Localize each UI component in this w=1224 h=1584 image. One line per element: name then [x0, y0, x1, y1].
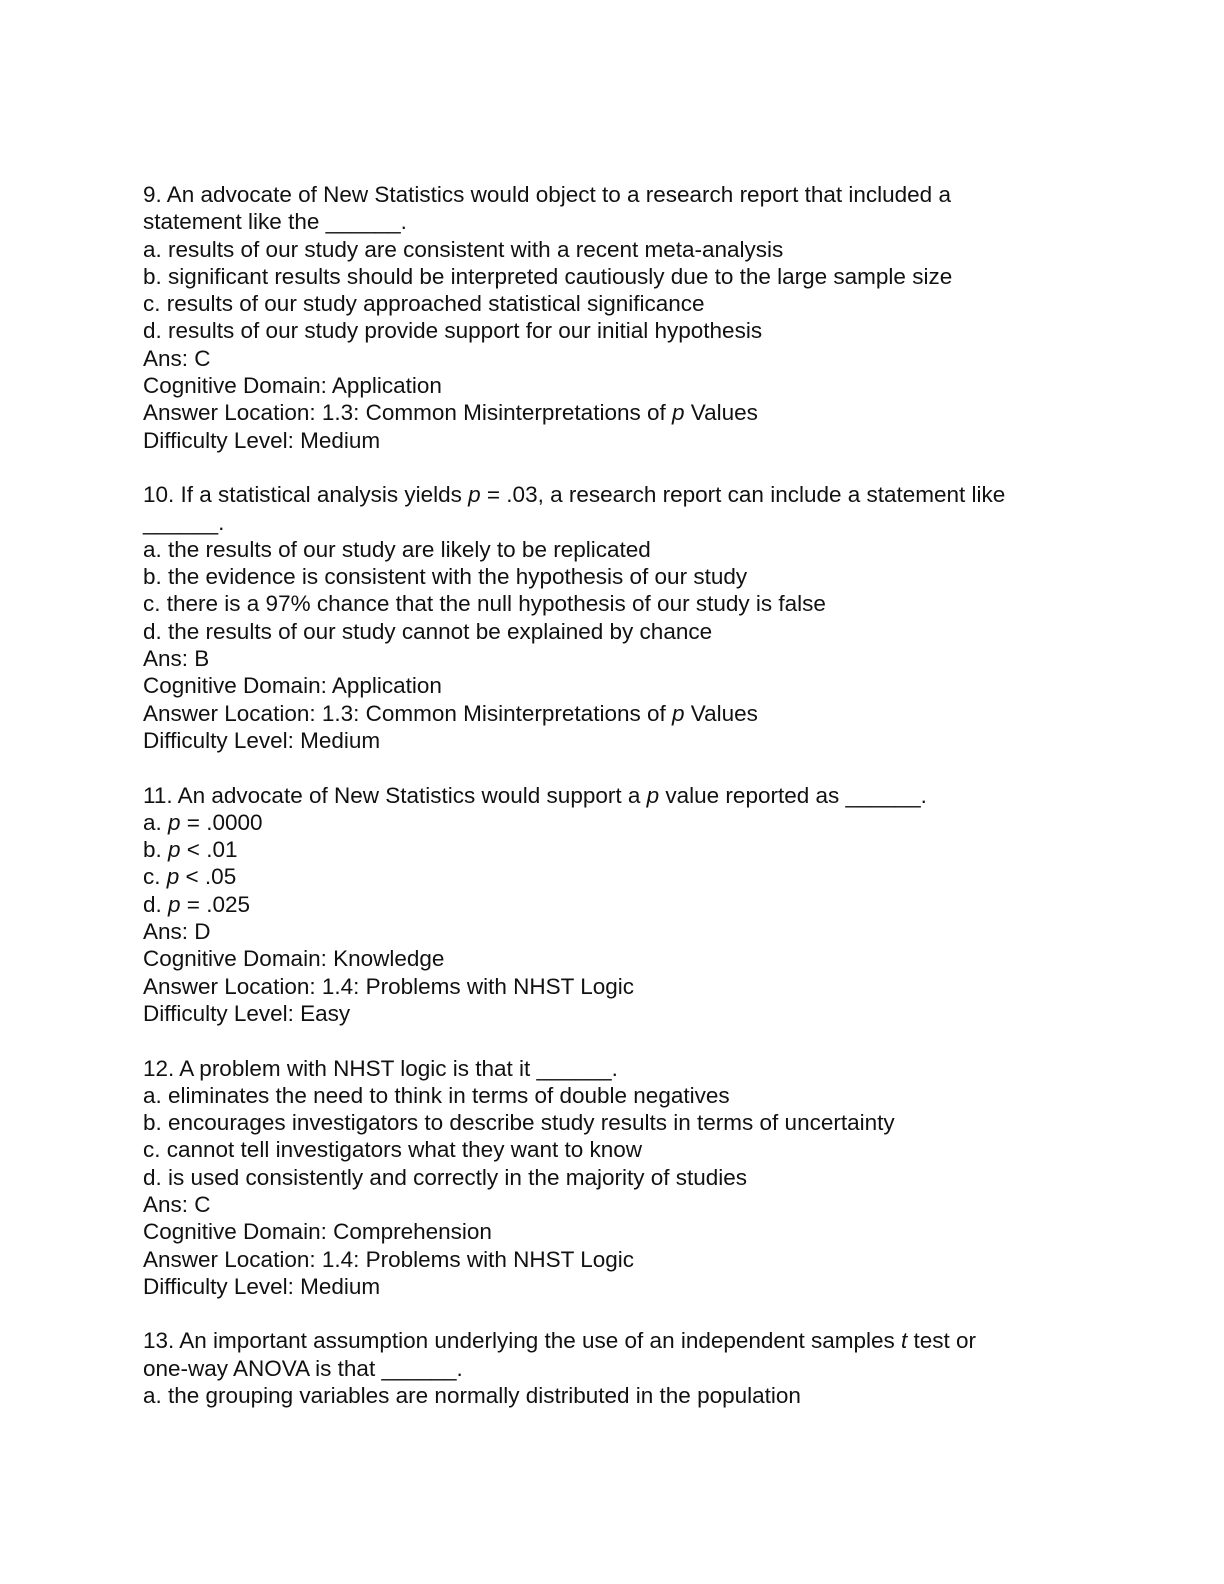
option-value: = .025: [180, 891, 250, 917]
p-symbol: p: [672, 700, 685, 726]
question-stem: [143, 481, 1073, 508]
difficulty-level: Difficulty Level: Medium: [143, 427, 381, 453]
question-stem: 12. A problem with NHST logic is that it ______.: [143, 1055, 618, 1081]
question-10: [143, 481, 1073, 754]
option-value: < .01: [180, 837, 238, 863]
spacer: [143, 454, 1073, 481]
question-stem-text: 13. An important assumption underlying the use of an independent samples: [143, 1328, 901, 1354]
p-symbol: p: [646, 782, 660, 808]
option-value: = .0000: [180, 809, 263, 835]
cognitive-domain: Cognitive Domain: Comprehension: [143, 1219, 492, 1245]
difficulty-level: Difficulty Level: Easy: [143, 1000, 351, 1026]
p-symbol: p: [672, 400, 685, 426]
question-stem: [143, 782, 1073, 809]
answer-location: [143, 399, 1073, 426]
option-value: < .05: [179, 864, 237, 890]
question-stem-text: 11. An advocate of New Statistics would support a: [143, 782, 647, 808]
question-stem: one-way ANOVA is that ______.: [143, 1355, 463, 1381]
p-symbol: p: [168, 809, 181, 835]
document-page: [143, 181, 1073, 1409]
answer-location: [143, 700, 1073, 727]
question-stem: ______.: [143, 509, 225, 535]
answer-location-text: Values: [684, 400, 758, 426]
p-symbol: p: [468, 482, 481, 508]
question-12: [143, 1055, 1073, 1301]
answer-location: Answer Location: 1.4: Problems with NHST Logic: [143, 973, 635, 999]
question-stem: [143, 1327, 1073, 1354]
answer-option: a. the grouping variables are normally distributed in the population: [143, 1383, 801, 1409]
cognitive-domain: Cognitive Domain: Application: [143, 373, 442, 399]
p-symbol: p: [168, 837, 181, 863]
answer-key: Ans: D: [143, 919, 211, 945]
answer-option: d. results of our study provide support for our initial hypothesis: [143, 318, 763, 344]
cognitive-domain: Cognitive Domain: Knowledge: [143, 946, 445, 972]
spacer: [143, 1300, 1073, 1327]
p-symbol: p: [166, 864, 180, 890]
option-prefix: b.: [143, 837, 169, 863]
question-stem: 9. An advocate of New Statistics would object to a research report that included a: [143, 182, 951, 207]
question-stem-text: 10. If a statistical analysis yields: [143, 482, 469, 508]
answer-option: b. encourages investigators to describe study results in terms of uncertainty: [143, 1110, 895, 1136]
spacer: [143, 1027, 1073, 1054]
answer-location-text: Values: [684, 700, 758, 726]
p-symbol: p: [168, 891, 181, 917]
answer-location: Answer Location: 1.4: Problems with NHST Logic: [143, 1246, 635, 1272]
answer-option: d. is used consistently and correctly in the majority of studies: [143, 1164, 748, 1190]
answer-option: [143, 836, 1073, 863]
option-prefix: c.: [143, 864, 167, 890]
answer-option: c. results of our study approached statistical significance: [143, 291, 705, 317]
t-symbol: t: [901, 1328, 908, 1354]
answer-option: [143, 809, 1073, 836]
answer-option: [143, 891, 1073, 918]
question-11: [143, 782, 1073, 1028]
question-stem-text: test or: [907, 1328, 977, 1354]
answer-option: [143, 863, 1073, 890]
question-stem-text: value reported as ______.: [659, 782, 927, 808]
answer-key: Ans: B: [143, 646, 210, 672]
difficulty-level: Difficulty Level: Medium: [143, 1273, 381, 1299]
question-stem: statement like the ______.: [143, 209, 407, 235]
answer-option: a. results of our study are consistent with a recent meta-analysis: [143, 236, 784, 262]
answer-option: a. the results of our study are likely to be replicated: [143, 536, 651, 562]
question-9: [143, 181, 1073, 454]
difficulty-level: Difficulty Level: Medium: [143, 727, 381, 753]
answer-option: b. the evidence is consistent with the hypothesis of our study: [143, 564, 748, 590]
answer-option: c. cannot tell investigators what they want to know: [143, 1137, 643, 1163]
answer-option: a. eliminates the need to think in terms of double negatives: [143, 1082, 730, 1108]
question-stem-text: = .03, a research report can include a statement like: [480, 482, 1006, 508]
answer-key: Ans: C: [143, 1191, 211, 1217]
option-prefix: d.: [143, 891, 169, 917]
answer-option: c. there is a 97% chance that the null hypothesis of our study is false: [143, 591, 826, 617]
answer-location-text: Answer Location: 1.3: Common Misinterpretations of: [143, 400, 672, 426]
cognitive-domain: Cognitive Domain: Application: [143, 673, 442, 699]
answer-option: d. the results of our study cannot be explained by chance: [143, 618, 713, 644]
answer-key: Ans: C: [143, 345, 211, 371]
answer-location-text: Answer Location: 1.3: Common Misinterpretations of: [143, 700, 672, 726]
option-prefix: a.: [143, 809, 169, 835]
question-13: [143, 1327, 1073, 1409]
spacer: [143, 754, 1073, 781]
answer-option: b. significant results should be interpreted cautiously due to the large sample size: [143, 263, 953, 289]
